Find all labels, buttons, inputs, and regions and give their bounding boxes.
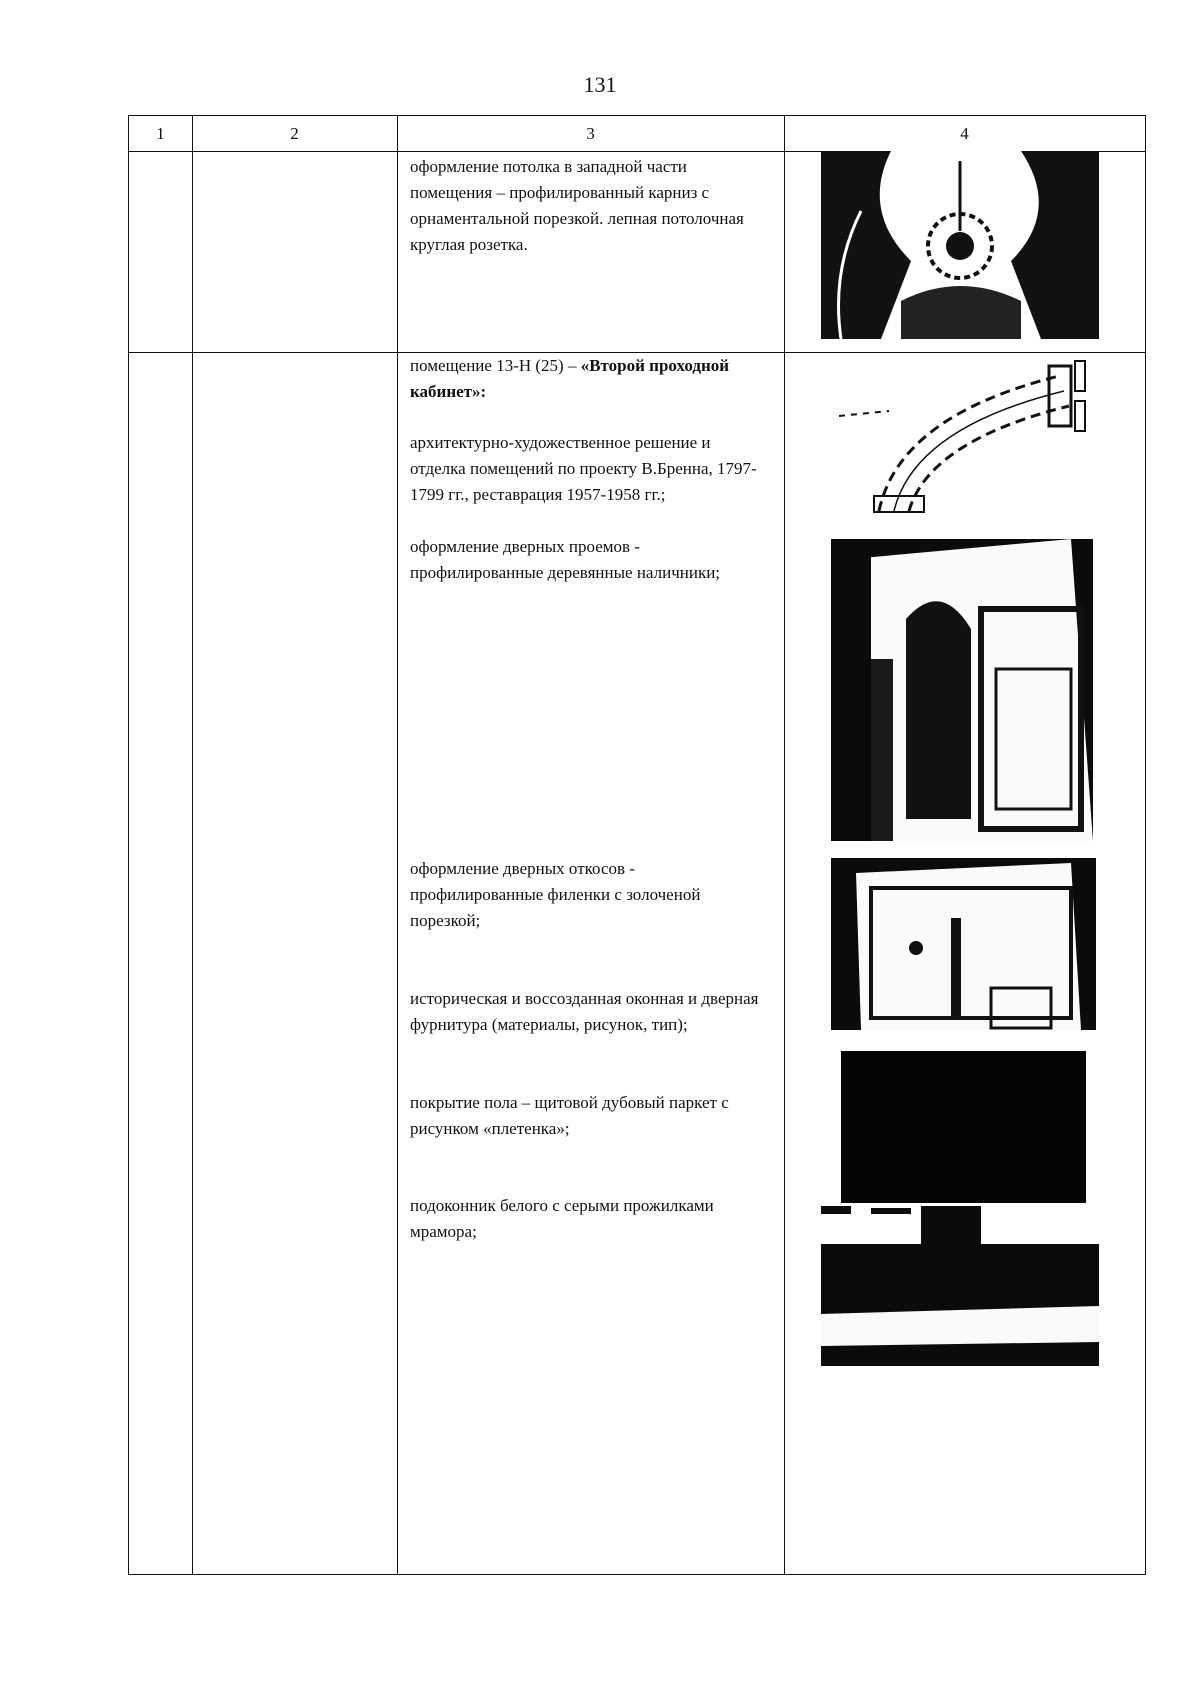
door-reveal-photo [831,858,1096,1030]
room-title [410,353,770,405]
ornamental-arch-drawing [819,356,1099,514]
doorway-photo [831,539,1093,841]
column-header-2: 2 [290,124,299,143]
item-door-reveals: оформление дверных откосов - профилированные филенки с золоченой порезкой; [410,859,701,930]
column-header-1: 1 [156,124,165,143]
item-parquet: покрытие пола – щитовой дубовый паркет с рисунком «плетенка»; [410,1093,729,1138]
ceiling-rosette-photo [821,151,1099,339]
heritage-table [128,115,1146,1575]
item-hardware: историческая и воссозданная оконная и дверная фурнитура (материалы, рисунок, тип); [410,989,759,1034]
windowsill-photo [821,1206,1099,1366]
room-title-plain: помещение 13-Н (25) – [410,356,581,375]
column-divider [397,116,398,1574]
page-number: 131 [583,72,617,97]
column-divider [192,116,193,1574]
room-title-bold: «Второй проходной кабинет»: [410,356,730,401]
item-door-frames: оформление дверных проемов - профилированные деревянные наличники; [410,537,721,582]
item-windowsill: подоконник белого с серыми прожилками мрамора; [410,1196,714,1241]
column-divider [784,116,785,1574]
ceiling-description: оформление потолка в западной части помещения – профилированный карниз с орнаментальной порезкой. лепная потолочная круглая розетка. [410,157,744,254]
column-header-3: 3 [586,124,595,143]
item-architecture: архитектурно-художественное решение и отделка помещений по проекту В.Бренна, 1797-1799 гг., реставрация 1957-1958 гг.; [410,433,757,504]
hardware-photo [841,1051,1086,1203]
column-header-4: 4 [960,124,969,143]
